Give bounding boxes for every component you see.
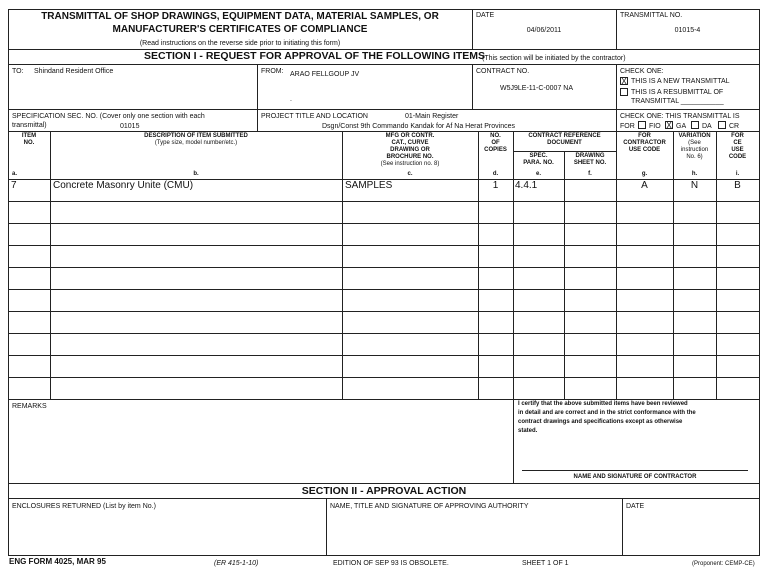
da-checkbox[interactable]	[691, 121, 699, 129]
form-title-line1: TRANSMITTAL OF SHOP DRAWINGS, EQUIPMENT DATA, MATERIAL SAMPLES, OR	[41, 11, 439, 22]
transmittal-no-field[interactable]: 01015-4	[674, 27, 701, 34]
new-transmittal-label: THIS IS A NEW TRANSMITTAL	[631, 78, 730, 85]
section1-note: (This section will be initiated by the contractor)	[482, 55, 626, 62]
form-number: ENG FORM 4025, MAR 95	[9, 557, 106, 566]
transmittal-type-label: CHECK ONE: THIS TRANSMITTAL IS	[620, 113, 740, 120]
ga-label: GA	[676, 123, 687, 130]
to-field[interactable]: Shindand Resident Office	[34, 68, 114, 75]
approver-field[interactable]	[328, 512, 620, 554]
spec-sec-field[interactable]: 01015	[120, 123, 140, 130]
section1-title: SECTION I - REQUEST FOR APPROVAL OF THE FOLLOWING ITEMS	[144, 50, 486, 62]
contract-no-label: CONTRACT NO.	[476, 68, 530, 75]
enclosures-label: ENCLOSURES RETURNED (List by item No.)	[12, 503, 156, 510]
form-instructions: (Read instructions on the reverse side prior to initiating this form)	[139, 40, 341, 47]
item-no-cell[interactable]: 7	[11, 180, 17, 191]
transmittal-no-label: TRANSMITTAL NO.	[620, 12, 683, 19]
description-cell[interactable]: Concrete Masonry Unite (CMU)	[53, 180, 194, 191]
variation-cell[interactable]: N	[690, 180, 699, 191]
remarks-field[interactable]	[10, 412, 510, 480]
enclosures-field[interactable]	[10, 512, 324, 554]
copies-cell[interactable]: 1	[492, 180, 499, 191]
for-label: FOR	[620, 123, 635, 130]
contractor-signature-label: NAME AND SIGNATURE OF CONTRACTOR	[573, 474, 697, 480]
spec-para-cell[interactable]: 4.4.1	[515, 180, 538, 191]
da-label: DA	[702, 123, 712, 130]
from-label: FROM:	[261, 68, 284, 75]
spec-sec-label-2: transmittal)	[12, 122, 47, 129]
resubmittal-label: THIS IS A RESUBMITTAL OF	[631, 89, 724, 96]
er-reference: (ER 415-1-10)	[214, 560, 259, 567]
to-label: TO:	[12, 68, 24, 75]
date-label: DATE	[476, 12, 495, 19]
new-transmittal-checkbox[interactable]: X	[621, 77, 627, 86]
approval-date-label: DATE	[626, 503, 645, 510]
edition-note: EDITION OF SEP 93 IS OBSOLETE.	[333, 560, 449, 567]
project-location-field[interactable]: Dsgn/Const 9th Commando Kandak for Af Na Herat Provinces	[322, 123, 515, 130]
cr-checkbox[interactable]	[718, 121, 726, 129]
check-one-label: CHECK ONE:	[620, 68, 664, 75]
project-title-field[interactable]: 01-Main Register	[405, 113, 459, 120]
section2-title: SECTION II - APPROVAL ACTION	[301, 485, 467, 497]
spec-sec-label: SPECIFICATION SEC. NO. (Cover only one section with each	[12, 113, 205, 120]
mfg-cell[interactable]: SAMPLES	[345, 180, 393, 191]
ga-checkbox[interactable]: X	[666, 121, 672, 130]
fio-label: FIO	[649, 123, 661, 130]
ce-code-cell[interactable]: B	[734, 180, 741, 191]
proponent: (Proponent: CEMP-CE)	[692, 561, 755, 567]
approver-label: NAME, TITLE AND SIGNATURE OF APPROVING AUTHORITY	[330, 503, 529, 510]
from-field-extra: .	[290, 96, 292, 103]
contractor-signature-field[interactable]	[522, 440, 748, 470]
remarks-label: REMARKS	[12, 403, 47, 410]
form-title-line2: MANUFACTURER'S CERTIFICATES OF COMPLIANCE	[112, 24, 368, 35]
contract-no-field[interactable]: W5J9LE-11-C-0007 NA	[500, 85, 574, 92]
contractor-code-cell[interactable]: A	[641, 180, 648, 191]
resubmittal-checkbox[interactable]	[620, 88, 628, 96]
project-title-label: PROJECT TITLE AND LOCATION	[261, 113, 368, 120]
from-field[interactable]: ARAO FELLGOUP JV	[290, 71, 360, 78]
fio-checkbox[interactable]	[638, 121, 646, 129]
resubmittal-transmittal-line: TRANSMITTAL ___________	[631, 98, 724, 105]
approval-date-field[interactable]	[624, 512, 758, 554]
sheet-count: SHEET 1 OF 1	[522, 560, 569, 567]
cr-label: CR	[729, 123, 740, 130]
date-field[interactable]: 04/06/2011	[526, 27, 562, 34]
